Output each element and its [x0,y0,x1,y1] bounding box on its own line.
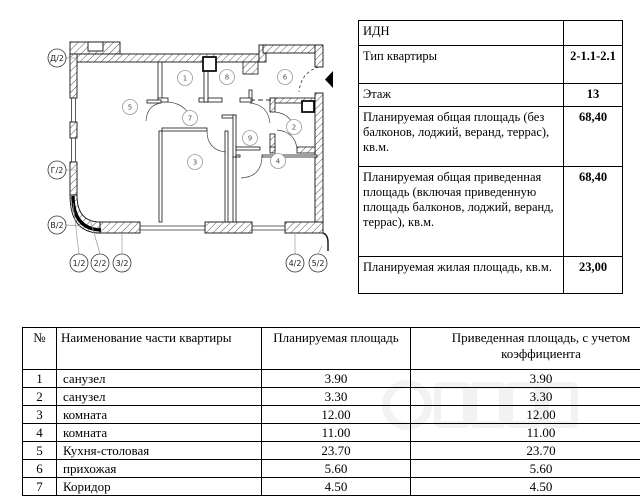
cell-name: прихожая [57,460,262,478]
cell-num: 5 [23,442,57,460]
info-value: 68,40 [564,107,623,167]
apartment-info-table-body [359,21,623,294]
axis-label: В/2 [50,221,63,230]
cell-num: 7 [23,478,57,496]
table-row [23,460,640,478]
info-value: 2-1.1-2.1 [564,46,623,84]
entrance-triangle-icon [325,71,333,88]
windows [72,98,286,230]
column-header: Приведенная площадь, с учетом коэффициента [411,328,640,370]
column-header: № [23,328,57,370]
room-label: 5 [128,104,132,112]
cell-planned: 11.00 [262,424,411,442]
cell-name: комната [57,406,262,424]
room-label: 6 [283,74,288,82]
info-row [359,257,623,294]
cell-num: 1 [23,370,57,388]
vent-shaft-boxes [203,57,314,112]
axis-label: 1/2 [73,259,86,268]
table-row [23,406,640,424]
cell-planned: 5.60 [262,460,411,478]
table-row [23,478,640,496]
axis-label: 2/2 [94,259,107,268]
cell-name: комната [57,424,262,442]
cell-planned: 3.90 [262,370,411,388]
cell-num: 3 [23,406,57,424]
cell-name: Кухня-столовая [57,442,262,460]
info-label: Планируемая общая площадь (без балконов, лоджий, веранд, террас), кв.м. [359,107,564,167]
room-label: 7 [188,115,192,123]
axis-label: 5/2 [312,259,325,268]
room-label: 3 [193,159,197,167]
table-row [23,388,640,406]
cell-reduced: 3.30 [411,388,640,406]
room-areas-table-body [23,370,640,496]
table-row [23,370,640,388]
interior-walls [147,62,317,222]
cell-planned: 23.70 [262,442,411,460]
cell-reduced: 4.50 [411,478,640,496]
cell-reduced: 12.00 [411,406,640,424]
cell-num: 6 [23,460,57,478]
room-label: 8 [225,74,229,82]
info-row [359,46,623,84]
room-label: 1 [183,75,187,83]
axis-label: Д/2 [50,54,64,63]
info-row [359,167,623,257]
info-label: Тип квартиры [359,46,564,84]
room-label: 2 [292,124,296,132]
info-value: 13 [564,84,623,107]
info-row [359,84,623,107]
cell-reduced: 23.70 [411,442,640,460]
table-row [23,424,640,442]
info-label: Этаж [359,84,564,107]
cell-name: Коридор [57,478,262,496]
cell-reduced: 5.60 [411,460,640,478]
cell-num: 2 [23,388,57,406]
axis-label: 4/2 [289,259,302,268]
room-areas-table [22,327,640,496]
cell-reduced: 11.00 [411,424,640,442]
info-value [564,21,623,46]
column-header: Наименование части квартиры [57,328,262,370]
info-value: 68,40 [564,167,623,257]
info-value: 23,00 [564,257,623,294]
bottom-right-wall-tail [323,233,328,251]
room-label: 4 [276,158,281,166]
room-areas-table-head [23,328,640,370]
info-label: Планируемая жилая площадь, кв.м. [359,257,564,294]
column-header: Планируемая площадь [262,328,411,370]
info-label: ИДН [359,21,564,46]
cell-planned: 12.00 [262,406,411,424]
cell-name: санузел [57,388,262,406]
apartment-info-table [358,20,623,294]
cell-planned: 4.50 [262,478,411,496]
info-row [359,21,623,46]
table-row [23,442,640,460]
cell-planned: 3.30 [262,388,411,406]
info-label: Планируемая общая приведенная площадь (включая приведенную площадь балконов, лоджий, веранд, террас), кв.м. [359,167,564,257]
cell-num: 4 [23,424,57,442]
cell-reduced: 3.90 [411,370,640,388]
axis-label: 3/2 [116,259,129,268]
entrance-door-arc [299,67,319,92]
axis-label: Г/2 [51,166,64,175]
cell-name: санузел [57,370,262,388]
room-number-bubbles [123,70,302,170]
info-row [359,107,623,167]
room-label: 9 [248,135,252,143]
